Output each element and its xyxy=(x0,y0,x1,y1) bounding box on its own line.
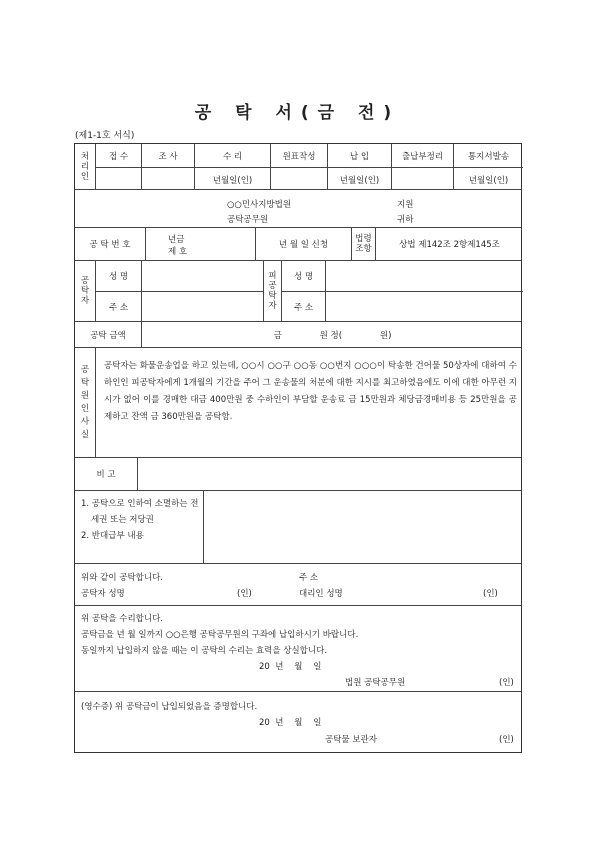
receipt-text: (영수증) 위 공탁금이 납입되었음을 증명합니다. xyxy=(81,702,258,712)
depositee-values xyxy=(325,261,523,321)
notice-date: 년월일(인) xyxy=(468,175,509,186)
receipt-date-line: 20 년 월 일 xyxy=(259,718,322,728)
acceptance-date: 년월일(인) xyxy=(212,175,253,186)
depositor-address-label: 주 소 xyxy=(108,303,129,313)
reason-label: 공탁원인사실 xyxy=(80,364,90,440)
notes-value xyxy=(203,491,523,563)
payment-date: 년월일(인) xyxy=(339,175,380,186)
acceptance-header: 수 리 xyxy=(195,144,270,168)
cashbook-header: 출납부정리 xyxy=(392,144,453,168)
acceptance-line-2: 공탁금을 년 월 일까지 ○○은행 공탁공무원의 구좌에 납입하시기 바랍니다. xyxy=(81,630,359,640)
law-value: 상법 제142조 2항제145조 xyxy=(375,228,523,260)
remark-row xyxy=(75,458,521,491)
ledger-cell xyxy=(270,144,327,189)
received-header: 접 수 xyxy=(96,144,141,168)
depositee-address-label: 주 소 xyxy=(293,303,314,313)
payment-header: 납 입 xyxy=(328,144,391,168)
deposit-number-placeholder: 제 호 xyxy=(168,247,188,257)
notes-row xyxy=(75,491,521,564)
receipt-row xyxy=(75,692,521,754)
depositee-label: 피공탁자 xyxy=(268,271,277,311)
court-row xyxy=(75,190,521,228)
processing-label: 처리인 xyxy=(80,151,90,182)
depositor-seal: (인) xyxy=(237,589,252,599)
document-title: 공 탁 서(금 전) xyxy=(194,103,401,123)
court-branch: 지원 xyxy=(397,200,414,210)
depositor-signature-label: 공탁자 성명 xyxy=(81,589,125,599)
law-label: 법령조항 xyxy=(355,234,372,254)
notice-cell xyxy=(453,144,523,189)
reason-text: 공탁자는 화물운송업을 하고 있는데, ○○시 ○○구 ○○동 ○○번지 ○○○이 탁송한 건어물 50상자에 대하여 수하인인 피공탁자에게 1개월의 기간을 주어 그 운송물의 처분에 대한 지시를 최고하였음에도 이에 대한 아무런 지시가 없어 이를 경매한 대금 400만원 중 수하인이 부담할 운송료 금 15만원과 체당금경매비용 등 25만원을 공제하고 잔액 금 360만원을 공탁함. xyxy=(104,361,517,422)
amount-label: 공탁 금액 xyxy=(90,330,126,341)
parties-row xyxy=(75,261,521,322)
remark-label: 비 고 xyxy=(96,470,116,480)
reason-row xyxy=(75,348,521,458)
received-cell xyxy=(95,144,141,189)
notes-item-2: 2. 반대급부 내용 xyxy=(81,531,144,541)
acceptance-date-line: 20 년 월 일 xyxy=(259,662,322,672)
receipt-custodian: 공탁물 보관자 xyxy=(325,735,377,745)
deposit-number-value xyxy=(145,228,255,260)
notice-header: 통지서발송 xyxy=(454,144,523,168)
notes-item-1: 1. 공탁으로 인하여 소멸하는 전세권 또는 저당권 xyxy=(81,499,199,525)
remark-value xyxy=(137,458,523,490)
amount-row xyxy=(75,322,521,348)
court-honorific: 귀하 xyxy=(397,215,414,225)
receipt-seal: (인) xyxy=(499,735,514,745)
depositor-label: 공탁자 xyxy=(80,276,90,306)
processing-row xyxy=(75,144,521,190)
acceptance-row xyxy=(75,606,521,692)
declaration-text: 위와 같이 공탁합니다. xyxy=(81,573,164,583)
agent-signature-label: 대리인 성명 xyxy=(299,589,343,599)
depositee-name-label: 성 명 xyxy=(282,261,325,292)
amount-value: 금 원 정( 원) xyxy=(141,322,523,347)
payment-cell xyxy=(327,144,391,189)
cashbook-cell xyxy=(391,144,453,189)
agent-seal: (인) xyxy=(483,589,498,599)
depositor-values xyxy=(141,261,263,321)
deposit-year-label: 년금 xyxy=(168,235,185,245)
investigation-header: 조 사 xyxy=(142,144,194,168)
declaration-row xyxy=(75,564,521,606)
ledger-header: 원표작성 xyxy=(271,144,327,168)
declaration-address-label: 주 소 xyxy=(299,573,319,583)
depositor-name-label: 성 명 xyxy=(96,261,141,292)
acceptance-official: 법원 공탁공무원 xyxy=(345,678,406,688)
acceptance-line-1: 위 공탁을 수리합니다. xyxy=(81,614,164,624)
deposit-number-row xyxy=(75,228,521,261)
court-name: ○○민사지방법원 xyxy=(227,200,292,210)
form-number: (제1-1호 서식) xyxy=(75,131,135,141)
acceptance-seal: (인) xyxy=(499,678,514,688)
acceptance-cell xyxy=(194,144,270,189)
deposit-form xyxy=(74,143,522,753)
acceptance-line-3: 동일까지 납입하지 않을 때는 이 공탁의 수리는 효력을 상실합니다. xyxy=(81,646,328,656)
court-official: 공탁공무원 xyxy=(227,215,269,225)
deposit-number-label: 공 탁 번 호 xyxy=(89,240,131,250)
investigation-cell xyxy=(141,144,194,189)
request-date: 년 월 일 신청 xyxy=(255,228,351,260)
